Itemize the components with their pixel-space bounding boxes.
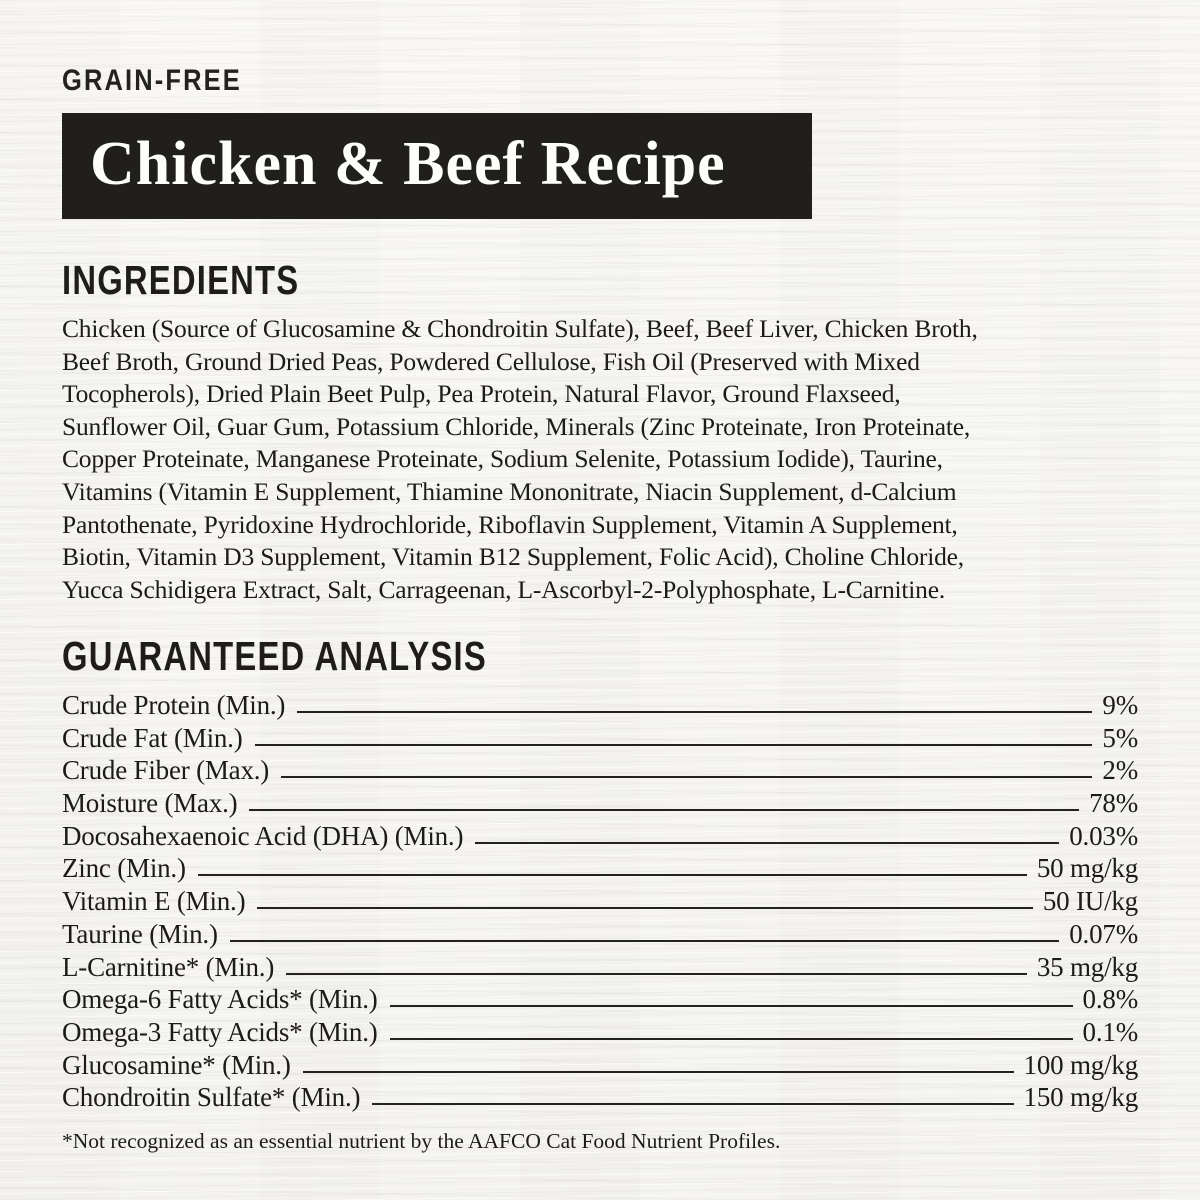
nutrient-value: 78% bbox=[1089, 788, 1138, 819]
analysis-row bbox=[62, 818, 1138, 851]
nutrient-value: 0.8% bbox=[1082, 984, 1138, 1015]
leader-line bbox=[390, 1038, 1073, 1040]
leader-line bbox=[257, 907, 1032, 909]
nutrient-value: 0.07% bbox=[1069, 918, 1138, 949]
analysis-row bbox=[62, 753, 1138, 786]
ingredients-line: Pantothenate, Pyridoxine Hydrochloride, Riboflavin Supplement, Vitamin A Supplement, bbox=[62, 509, 958, 539]
nutrient-label: Docosahexaenoic Acid (DHA) (Min.) bbox=[62, 820, 464, 851]
nutrient-label: Moisture (Max.) bbox=[62, 788, 238, 819]
nutrient-value: 50 IU/kg bbox=[1042, 886, 1138, 917]
leader-line bbox=[390, 1005, 1073, 1007]
ingredients-line: Biotin, Vitamin D3 Supplement, Vitamin B12 Supplement, Folic Acid), Choline Chloride, bbox=[62, 542, 964, 572]
analysis-row bbox=[62, 687, 1138, 720]
nutrient-label: Omega-6 Fatty Acids* (Min.) bbox=[62, 984, 378, 1015]
leader-line bbox=[249, 809, 1079, 811]
nutrient-value: 9% bbox=[1102, 690, 1138, 721]
leader-line bbox=[286, 973, 1027, 975]
analysis-row bbox=[62, 785, 1138, 818]
ingredients-line: Vitamins (Vitamin E Supplement, Thiamine Mononitrate, Niacin Supplement, d-Calcium bbox=[62, 476, 957, 506]
nutrient-label: Zinc (Min.) bbox=[62, 853, 186, 884]
leader-line bbox=[198, 874, 1027, 876]
leader-line bbox=[372, 1103, 1013, 1105]
recipe-title: Chicken & Beef Recipe bbox=[90, 129, 726, 198]
grain-free-badge: GRAIN-FREE bbox=[62, 64, 242, 97]
nutrient-label: Crude Protein (Min.) bbox=[62, 690, 286, 721]
recipe-title-banner bbox=[62, 113, 812, 219]
leader-line bbox=[297, 711, 1092, 713]
nutrient-label: L-Carnitine* (Min.) bbox=[62, 951, 275, 982]
nutrient-label: Crude Fat (Min.) bbox=[62, 722, 243, 753]
analysis-row bbox=[62, 1014, 1138, 1047]
ingredients-line: Sunflower Oil, Guar Gum, Potassium Chloride, Minerals (Zinc Proteinate, Iron Proteinate, bbox=[62, 411, 971, 441]
nutrient-value: 5% bbox=[1102, 722, 1138, 753]
analysis-row bbox=[62, 1047, 1138, 1080]
guaranteed-analysis-table bbox=[62, 687, 1138, 1112]
ingredients-line: Yucca Schidigera Extract, Salt, Carrageenan, L-Ascorbyl-2-Polyphosphate, L-Carnitine. bbox=[62, 574, 945, 604]
ingredients-text bbox=[62, 313, 1138, 606]
nutrient-label: Glucosamine* (Min.) bbox=[62, 1049, 291, 1080]
ingredients-line: Tocopherols), Dried Plain Beet Pulp, Pea Protein, Natural Flavor, Ground Flaxseed, bbox=[62, 379, 901, 409]
analysis-row bbox=[62, 916, 1138, 949]
leader-line bbox=[303, 1071, 1014, 1073]
ingredients-line: Beef Broth, Ground Dried Peas, Powdered Cellulose, Fish Oil (Preserved with Mixed bbox=[62, 346, 920, 376]
leader-line bbox=[475, 842, 1059, 844]
nutrient-label: Taurine (Min.) bbox=[62, 918, 218, 949]
ingredients-line: Copper Proteinate, Manganese Proteinate, Sodium Selenite, Potassium Iodide), Taurine, bbox=[62, 444, 943, 474]
analysis-row bbox=[62, 851, 1138, 884]
nutrient-label: Vitamin E (Min.) bbox=[62, 886, 246, 917]
analysis-row bbox=[62, 1080, 1138, 1113]
nutrient-label: Crude Fiber (Max.) bbox=[62, 755, 270, 786]
ingredients-line: Chicken (Source of Glucosamine & Chondroitin Sulfate), Beef, Beef Liver, Chicken Broth, bbox=[62, 314, 978, 343]
footnote: *Not recognized as an essential nutrient by the AAFCO Cat Food Nutrient Profiles. bbox=[62, 1129, 781, 1154]
nutrient-label: Omega-3 Fatty Acids* (Min.) bbox=[62, 1016, 378, 1047]
ingredients-heading: INGREDIENTS bbox=[62, 257, 300, 303]
leader-line bbox=[255, 744, 1093, 746]
nutrient-value: 35 mg/kg bbox=[1036, 951, 1138, 982]
leader-line bbox=[281, 776, 1092, 778]
guaranteed-analysis-heading: GUARANTEED ANALYSIS bbox=[62, 633, 487, 680]
analysis-row bbox=[62, 949, 1138, 982]
leader-line bbox=[230, 940, 1059, 942]
nutrient-value: 0.1% bbox=[1082, 1016, 1138, 1047]
analysis-row bbox=[62, 883, 1138, 916]
nutrient-label: Chondroitin Sulfate* (Min.) bbox=[62, 1082, 361, 1113]
nutrient-value: 2% bbox=[1102, 755, 1138, 786]
nutrient-value: 0.03% bbox=[1069, 820, 1138, 851]
analysis-row bbox=[62, 720, 1138, 753]
nutrient-value: 50 mg/kg bbox=[1036, 853, 1138, 884]
nutrient-value: 100 mg/kg bbox=[1023, 1049, 1138, 1080]
analysis-row bbox=[62, 982, 1138, 1015]
nutrient-value: 150 mg/kg bbox=[1023, 1082, 1138, 1113]
